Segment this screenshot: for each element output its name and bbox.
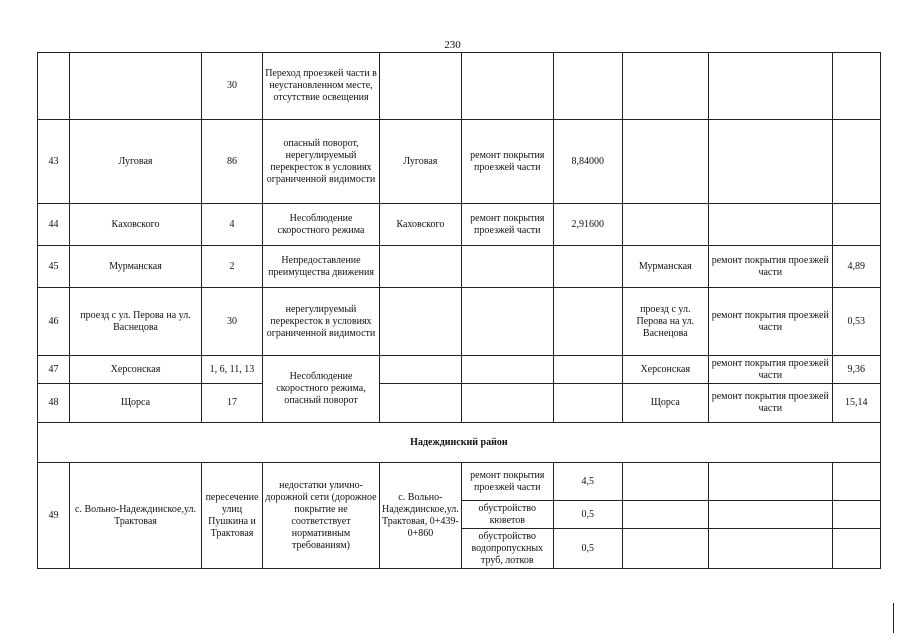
table-row xyxy=(38,204,881,246)
page-number: 230 xyxy=(444,39,461,51)
cost-cell: 2,91600 xyxy=(553,204,622,246)
problem-cell: Переход проезжей части в неустановленном месте, отсутствие освещения xyxy=(263,53,380,120)
work-cell: обустройство кюветов xyxy=(461,501,553,529)
work-cell: ремонт покрытия проезжей части xyxy=(461,120,553,204)
problem-cell: нерегулируемый перекресток в условиях ограниченной видимости xyxy=(263,288,380,356)
cost-cell: 8,84000 xyxy=(553,120,622,204)
speed-cell: 30 xyxy=(202,288,263,356)
problem-cell: Непредоставление преимущества движения xyxy=(263,246,380,288)
problem-cell: опасный поворот, нерегулируемый перекресток в условиях ограниченной видимости xyxy=(263,120,380,204)
row-number: 49 xyxy=(38,463,70,569)
street-name-cell: Луговая xyxy=(70,120,202,204)
work-cell: ремонт покрытия проезжей части xyxy=(461,463,553,501)
cost-cell: 0,5 xyxy=(553,529,622,569)
district-heading: Надеждинский район xyxy=(38,423,881,463)
repair-street-cell-2: Мурманская xyxy=(622,246,708,288)
street-name-cell: проезд с ул. Перова на ул. Васнецова xyxy=(70,288,202,356)
street-name-cell xyxy=(70,53,202,120)
row-number: 46 xyxy=(38,288,70,356)
speed-cell: 17 xyxy=(202,384,263,423)
work-cell: обустройство водопропускных труб, лотков xyxy=(461,529,553,569)
repair-street-cell-2: Щорса xyxy=(622,384,708,423)
street-name-cell: Щорса xyxy=(70,384,202,423)
street-name-cell: Мурманская xyxy=(70,246,202,288)
cost-cell-2: 9,36 xyxy=(832,356,880,384)
repair-street-cell-2: Херсонская xyxy=(622,356,708,384)
repair-street-cell: Луговая xyxy=(380,120,462,204)
problem-cell: Несоблюдение скоростного режима xyxy=(263,204,380,246)
speed-cell: пересечение улиц Пушкина и Трактовая xyxy=(202,463,263,569)
row-number: 48 xyxy=(38,384,70,423)
street-name-cell: Херсонская xyxy=(70,356,202,384)
cost-cell-2: 15,14 xyxy=(832,384,880,423)
table-row xyxy=(38,463,881,501)
street-name-cell: с. Вольно-Надеждинское,ул. Трактовая xyxy=(70,463,202,569)
work-cell-2: ремонт покрытия проезжей части xyxy=(708,288,832,356)
row-number: 43 xyxy=(38,120,70,204)
row-number: 47 xyxy=(38,356,70,384)
road-works-table xyxy=(37,52,881,569)
table-row xyxy=(38,120,881,204)
row-number: 45 xyxy=(38,246,70,288)
speed-cell: 30 xyxy=(202,53,263,120)
speed-cell: 4 xyxy=(202,204,263,246)
cost-cell-2: 4,89 xyxy=(832,246,880,288)
page-edge-line xyxy=(893,603,894,633)
work-cell-2: ремонт покрытия проезжей части xyxy=(708,356,832,384)
speed-cell: 2 xyxy=(202,246,263,288)
table-row xyxy=(38,423,881,463)
problem-cell: Несоблюдение скоростного режима, опасный поворот xyxy=(263,356,380,423)
repair-street-cell-2: проезд с ул. Перова на ул. Васнецова xyxy=(622,288,708,356)
row-number: 44 xyxy=(38,204,70,246)
speed-cell: 1, 6, 11, 13 xyxy=(202,356,263,384)
num-cell xyxy=(38,53,70,120)
table-row xyxy=(38,246,881,288)
table-row xyxy=(38,53,881,120)
cost-cell-2: 0,53 xyxy=(832,288,880,356)
cost-cell: 4,5 xyxy=(553,463,622,501)
speed-cell: 86 xyxy=(202,120,263,204)
work-cell-2: ремонт покрытия проезжей части xyxy=(708,246,832,288)
table-row xyxy=(38,288,881,356)
cost-cell: 0,5 xyxy=(553,501,622,529)
table-row xyxy=(38,356,881,384)
repair-street-cell: с. Вольно-Надеждинское,ул. Трактовая, 0+439-0+860 xyxy=(380,463,462,569)
work-cell: ремонт покрытия проезжей части xyxy=(461,204,553,246)
work-cell-2: ремонт покрытия проезжей части xyxy=(708,384,832,423)
street-name-cell: Каховского xyxy=(70,204,202,246)
repair-street-cell: Каховского xyxy=(380,204,462,246)
table-row xyxy=(38,384,881,423)
problem-cell: недостатки улично-дорожной сети (дорожное покрытие не соответствует нормативным требованиям) xyxy=(263,463,380,569)
